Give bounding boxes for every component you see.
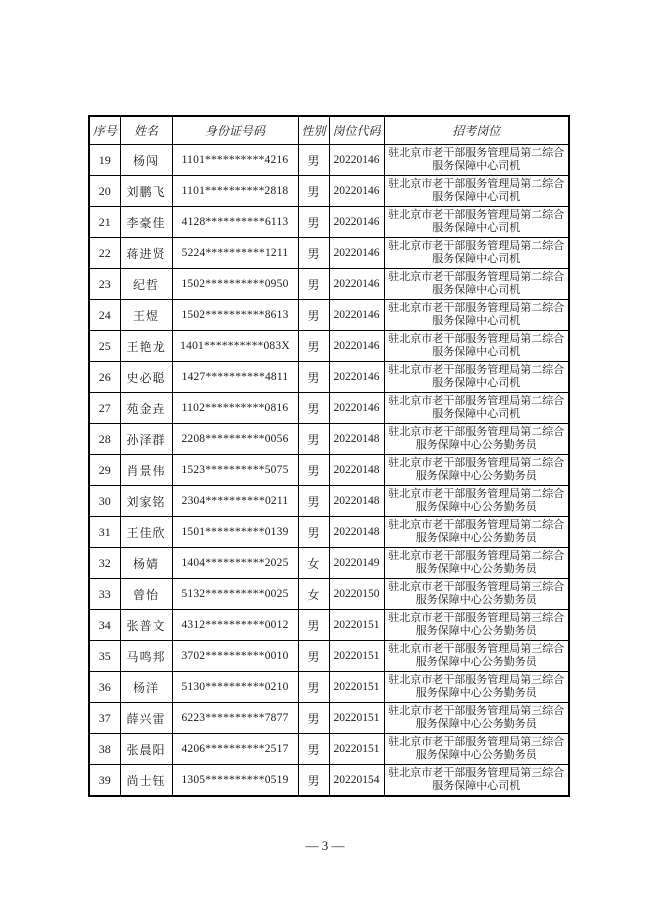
cell-id_number: 1502**********0950 <box>172 269 298 300</box>
col-header-id_number: 身份证号码 <box>172 116 298 145</box>
cell-job_code: 20220151 <box>329 672 384 703</box>
cell-position: 驻北京市老干部服务管理局第三综合服务保障中心公务勤务员 <box>384 579 569 610</box>
cell-no: 37 <box>89 703 120 734</box>
cell-position: 驻北京市老干部服务管理局第二综合服务保障中心司机 <box>384 238 569 269</box>
cell-id_number: 1523**********5075 <box>172 455 298 486</box>
cell-id_number: 4206**********2517 <box>172 734 298 765</box>
cell-gender: 男 <box>298 455 329 486</box>
cell-name: 王煜 <box>120 300 172 331</box>
col-header-no: 序号 <box>89 116 120 145</box>
cell-name: 王佳欣 <box>120 517 172 548</box>
cell-no: 25 <box>89 331 120 362</box>
cell-gender: 男 <box>298 300 329 331</box>
table-row <box>89 424 569 455</box>
cell-position: 驻北京市老干部服务管理局第二综合服务保障中心公务勤务员 <box>384 548 569 579</box>
table-row <box>89 176 569 207</box>
table-row <box>89 145 569 176</box>
cell-job_code: 20220146 <box>329 331 384 362</box>
table-row <box>89 641 569 672</box>
cell-name: 杨洋 <box>120 672 172 703</box>
cell-job_code: 20220151 <box>329 641 384 672</box>
table-row <box>89 269 569 300</box>
cell-id_number: 6223**********7877 <box>172 703 298 734</box>
cell-job_code: 20220146 <box>329 393 384 424</box>
cell-job_code: 20220148 <box>329 455 384 486</box>
cell-gender: 男 <box>298 734 329 765</box>
cell-job_code: 20220146 <box>329 176 384 207</box>
cell-no: 27 <box>89 393 120 424</box>
cell-job_code: 20220151 <box>329 703 384 734</box>
cell-no: 35 <box>89 641 120 672</box>
table-row <box>89 765 569 797</box>
cell-name: 杨婧 <box>120 548 172 579</box>
cell-job_code: 20220146 <box>329 269 384 300</box>
cell-no: 26 <box>89 362 120 393</box>
cell-gender: 男 <box>298 703 329 734</box>
cell-job_code: 20220151 <box>329 734 384 765</box>
cell-name: 曾怡 <box>120 579 172 610</box>
table-row <box>89 734 569 765</box>
col-header-job_code: 岗位代码 <box>329 116 384 145</box>
page-number: — 3 — <box>305 838 345 853</box>
cell-job_code: 20220154 <box>329 765 384 797</box>
cell-id_number: 4312**********0012 <box>172 610 298 641</box>
cell-gender: 男 <box>298 176 329 207</box>
cell-id_number: 5224**********1211 <box>172 238 298 269</box>
cell-name: 刘家铭 <box>120 486 172 517</box>
cell-no: 20 <box>89 176 120 207</box>
cell-position: 驻北京市老干部服务管理局第二综合服务保障中心公务勤务员 <box>384 455 569 486</box>
col-header-position: 招考岗位 <box>384 116 569 145</box>
cell-id_number: 4128**********6113 <box>172 207 298 238</box>
cell-position: 驻北京市老干部服务管理局第二综合服务保障中心司机 <box>384 269 569 300</box>
table-row <box>89 610 569 641</box>
cell-name: 苑金垚 <box>120 393 172 424</box>
cell-no: 33 <box>89 579 120 610</box>
table-row <box>89 455 569 486</box>
cell-position: 驻北京市老干部服务管理局第二综合服务保障中心司机 <box>384 176 569 207</box>
cell-position: 驻北京市老干部服务管理局第三综合服务保障中心公务勤务员 <box>384 641 569 672</box>
table-row <box>89 300 569 331</box>
cell-no: 38 <box>89 734 120 765</box>
cell-gender: 男 <box>298 362 329 393</box>
cell-gender: 男 <box>298 207 329 238</box>
cell-no: 30 <box>89 486 120 517</box>
cell-name: 薛兴雷 <box>120 703 172 734</box>
cell-position: 驻北京市老干部服务管理局第二综合服务保障中心司机 <box>384 331 569 362</box>
header-row <box>89 116 569 145</box>
cell-job_code: 20220146 <box>329 362 384 393</box>
cell-id_number: 5130**********0210 <box>172 672 298 703</box>
cell-gender: 男 <box>298 765 329 797</box>
cell-id_number: 1401**********083X <box>172 331 298 362</box>
cell-name: 纪哲 <box>120 269 172 300</box>
cell-gender: 男 <box>298 424 329 455</box>
cell-name: 尚士钰 <box>120 765 172 797</box>
table-row <box>89 362 569 393</box>
cell-gender: 男 <box>298 641 329 672</box>
cell-gender: 男 <box>298 672 329 703</box>
cell-job_code: 20220146 <box>329 300 384 331</box>
cell-position: 驻北京市老干部服务管理局第三综合服务保障中心公务勤务员 <box>384 734 569 765</box>
cell-position: 驻北京市老干部服务管理局第二综合服务保障中心司机 <box>384 300 569 331</box>
cell-no: 21 <box>89 207 120 238</box>
cell-name: 张普文 <box>120 610 172 641</box>
cell-position: 驻北京市老干部服务管理局第二综合服务保障中心公务勤务员 <box>384 486 569 517</box>
cell-gender: 男 <box>298 610 329 641</box>
cell-id_number: 1502**********8613 <box>172 300 298 331</box>
cell-id_number: 1305**********0519 <box>172 765 298 797</box>
cell-no: 31 <box>89 517 120 548</box>
col-header-gender: 性别 <box>298 116 329 145</box>
cell-id_number: 1101**********2818 <box>172 176 298 207</box>
cell-position: 驻北京市老干部服务管理局第二综合服务保障中心司机 <box>384 393 569 424</box>
col-header-name: 姓名 <box>120 116 172 145</box>
cell-job_code: 20220151 <box>329 610 384 641</box>
cell-gender: 男 <box>298 269 329 300</box>
cell-no: 29 <box>89 455 120 486</box>
cell-no: 36 <box>89 672 120 703</box>
cell-id_number: 2208**********0056 <box>172 424 298 455</box>
cell-job_code: 20220148 <box>329 517 384 548</box>
cell-job_code: 20220146 <box>329 238 384 269</box>
cell-gender: 男 <box>298 331 329 362</box>
cell-name: 杨闯 <box>120 145 172 176</box>
table-row <box>89 579 569 610</box>
cell-gender: 男 <box>298 393 329 424</box>
cell-name: 马鸣邦 <box>120 641 172 672</box>
cell-no: 23 <box>89 269 120 300</box>
cell-position: 驻北京市老干部服务管理局第二综合服务保障中心司机 <box>384 207 569 238</box>
cell-no: 39 <box>89 765 120 797</box>
cell-id_number: 1101**********4216 <box>172 145 298 176</box>
cell-no: 34 <box>89 610 120 641</box>
cell-id_number: 1427**********4811 <box>172 362 298 393</box>
cell-gender: 女 <box>298 579 329 610</box>
cell-name: 肖景伟 <box>120 455 172 486</box>
table-row <box>89 703 569 734</box>
cell-id_number: 1501**********0139 <box>172 517 298 548</box>
cell-name: 史必聪 <box>120 362 172 393</box>
cell-position: 驻北京市老干部服务管理局第三综合服务保障中心公务勤务员 <box>384 672 569 703</box>
cell-gender: 女 <box>298 548 329 579</box>
recruitment-roster-table <box>88 115 570 797</box>
cell-no: 28 <box>89 424 120 455</box>
cell-job_code: 20220146 <box>329 145 384 176</box>
cell-position: 驻北京市老干部服务管理局第二综合服务保障中心公务勤务员 <box>384 424 569 455</box>
cell-no: 22 <box>89 238 120 269</box>
table-body <box>89 145 569 797</box>
cell-id_number: 2304**********0211 <box>172 486 298 517</box>
cell-job_code: 20220148 <box>329 486 384 517</box>
table-row <box>89 238 569 269</box>
table-row <box>89 331 569 362</box>
cell-gender: 男 <box>298 517 329 548</box>
cell-job_code: 20220146 <box>329 207 384 238</box>
cell-name: 刘鹏飞 <box>120 176 172 207</box>
cell-position: 驻北京市老干部服务管理局第三综合服务保障中心公务勤务员 <box>384 610 569 641</box>
table-row <box>89 672 569 703</box>
table-row <box>89 486 569 517</box>
cell-name: 张晨阳 <box>120 734 172 765</box>
cell-position: 驻北京市老干部服务管理局第二综合服务保障中心司机 <box>384 362 569 393</box>
cell-job_code: 20220149 <box>329 548 384 579</box>
cell-name: 蒋进贤 <box>120 238 172 269</box>
cell-id_number: 5132**********0025 <box>172 579 298 610</box>
cell-no: 32 <box>89 548 120 579</box>
cell-job_code: 20220150 <box>329 579 384 610</box>
table-row <box>89 548 569 579</box>
cell-position: 驻北京市老干部服务管理局第二综合服务保障中心公务勤务员 <box>384 517 569 548</box>
cell-job_code: 20220148 <box>329 424 384 455</box>
cell-position: 驻北京市老干部服务管理局第三综合服务保障中心司机 <box>384 765 569 797</box>
cell-gender: 男 <box>298 486 329 517</box>
cell-no: 19 <box>89 145 120 176</box>
table-row <box>89 393 569 424</box>
table-row <box>89 517 569 548</box>
cell-gender: 男 <box>298 145 329 176</box>
cell-name: 王艳龙 <box>120 331 172 362</box>
cell-id_number: 1404**********2025 <box>172 548 298 579</box>
cell-gender: 男 <box>298 238 329 269</box>
cell-name: 李豪佳 <box>120 207 172 238</box>
cell-position: 驻北京市老干部服务管理局第三综合服务保障中心公务勤务员 <box>384 703 569 734</box>
cell-name: 孙泽群 <box>120 424 172 455</box>
cell-id_number: 3702**********0010 <box>172 641 298 672</box>
cell-position: 驻北京市老干部服务管理局第二综合服务保障中心司机 <box>384 145 569 176</box>
cell-id_number: 1102**********0816 <box>172 393 298 424</box>
cell-no: 24 <box>89 300 120 331</box>
table-row <box>89 207 569 238</box>
